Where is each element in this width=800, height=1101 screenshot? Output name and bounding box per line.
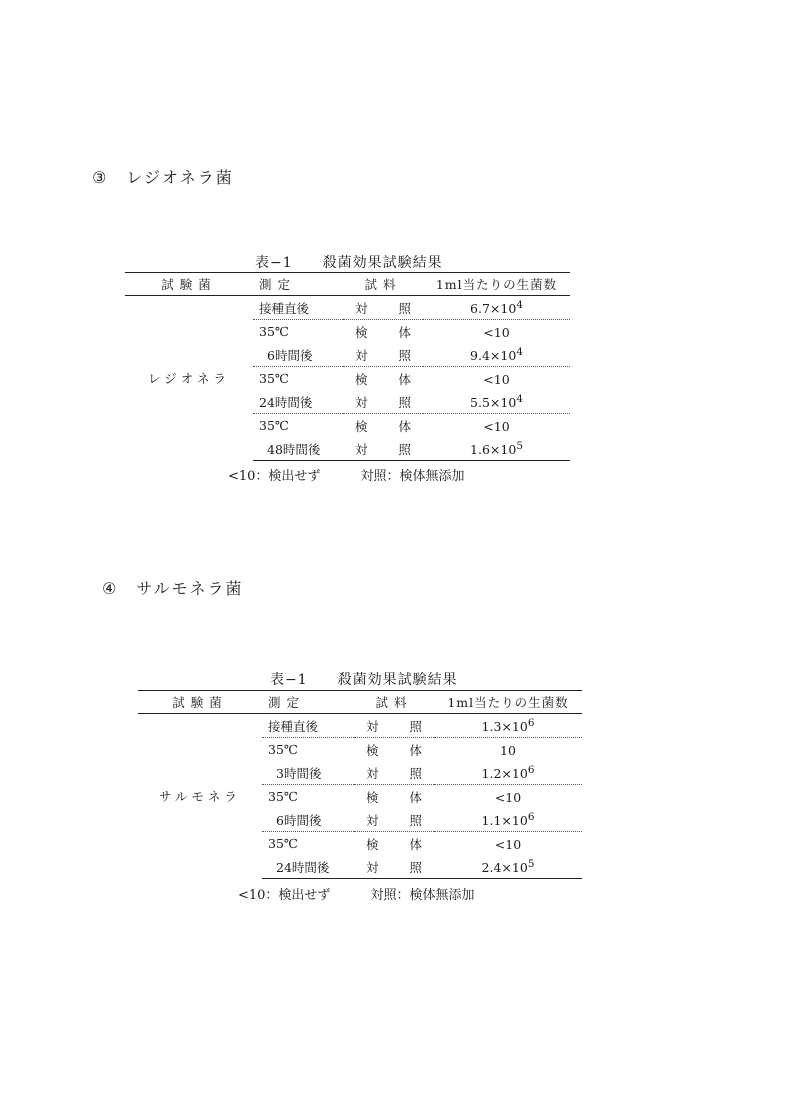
count-cell: <10: [434, 832, 582, 856]
header-count: 1ml当たりの生菌数: [434, 691, 582, 714]
header-sample: 試料: [343, 273, 423, 296]
sample-cell: 対 照: [366, 718, 422, 734]
count-cell: $9.4\times 10^4$: [470, 345, 523, 364]
measurement-cell: 35℃: [253, 367, 343, 391]
header-measurement: 測定: [262, 691, 354, 714]
results-table-salmonella: [138, 690, 582, 879]
footnote-not-detected: <10：検出せず: [238, 888, 331, 903]
sample-cell: 対 照: [366, 765, 422, 781]
table-caption-legionella: 表−1 殺菌効果試験結果: [255, 255, 443, 271]
count-cell: $2.4\times 10^5$: [434, 855, 582, 879]
sample-cell: 検 体: [354, 832, 434, 856]
measurement-cell: 35℃: [262, 738, 354, 762]
sample-cell: 検 体: [343, 414, 423, 438]
measurement-cell: 35℃: [253, 320, 343, 344]
measurement-cell: 6時間後: [267, 347, 313, 363]
sample-cell: 対 照: [343, 437, 423, 461]
count-cell: $1.6\times 10^5$: [423, 437, 570, 461]
organism-name: サルモネラ: [159, 789, 241, 805]
measurement-cell: 35℃: [262, 832, 354, 856]
table-footnote-salmonella: [238, 884, 474, 903]
sample-cell: 対 照: [355, 347, 411, 363]
sample-cell: 検 体: [343, 367, 423, 391]
sample-cell: 検 体: [354, 738, 434, 762]
sample-cell: 検 体: [354, 785, 434, 809]
header-organism: 試験菌: [125, 273, 253, 296]
measurement-cell: 接種直後: [268, 718, 319, 734]
table-caption-salmonella: 表−1 殺菌効果試験結果: [270, 672, 458, 688]
count-cell: <10: [423, 414, 570, 438]
count-cell: $6.7\times 10^4$: [470, 298, 523, 317]
count-cell: <10: [423, 367, 570, 391]
footnote-control: 対照：検体無添加: [370, 888, 475, 903]
section-heading-salmonella: ④ サルモネラ菌: [102, 579, 244, 598]
count-cell: $5.5\times 10^4$: [470, 392, 523, 411]
measurement-cell: 6時間後: [276, 812, 322, 828]
count-cell: $1.2\times 10^6$: [481, 763, 535, 782]
table-row: [138, 714, 582, 738]
section-heading-legionella: ③ レジオネラ菌: [92, 168, 234, 187]
measurement-cell: 35℃: [253, 414, 343, 438]
organism-name: レジオネラ: [147, 371, 231, 387]
count-cell: 10: [434, 738, 582, 762]
header-measurement: 測定: [253, 273, 343, 296]
footnote-not-detected: <10：検出せず: [228, 469, 321, 484]
sample-cell: 対 照: [366, 812, 422, 828]
measurement-cell: 接種直後: [259, 300, 310, 316]
measurement-cell: 24時間後: [259, 394, 313, 410]
measurement-cell: 24時間後: [262, 855, 354, 879]
header-count: 1ml当たりの生菌数: [423, 273, 570, 296]
table-header-row: [138, 691, 582, 714]
sample-cell: 検 体: [343, 320, 423, 344]
sample-cell: 対 照: [355, 394, 411, 410]
header-sample: 試料: [354, 691, 434, 714]
table-footnote-legionella: [228, 465, 464, 484]
count-cell: $1.3\times 10^6$: [481, 716, 535, 735]
measurement-cell: 35℃: [262, 785, 354, 809]
footnote-control: 対照：検体無添加: [360, 469, 465, 484]
results-table-legionella: [125, 272, 570, 461]
count-cell: $1.1\times 10^6$: [481, 810, 535, 829]
count-cell: <10: [434, 785, 582, 809]
count-cell: <10: [423, 320, 570, 344]
measurement-cell: 48時間後: [253, 437, 343, 461]
measurement-cell: 3時間後: [276, 765, 322, 781]
table-header-row: [125, 273, 570, 296]
sample-cell: 対 照: [355, 300, 411, 316]
header-organism: 試験菌: [138, 691, 262, 714]
sample-cell: 対 照: [354, 855, 434, 879]
table-row: [125, 296, 570, 320]
